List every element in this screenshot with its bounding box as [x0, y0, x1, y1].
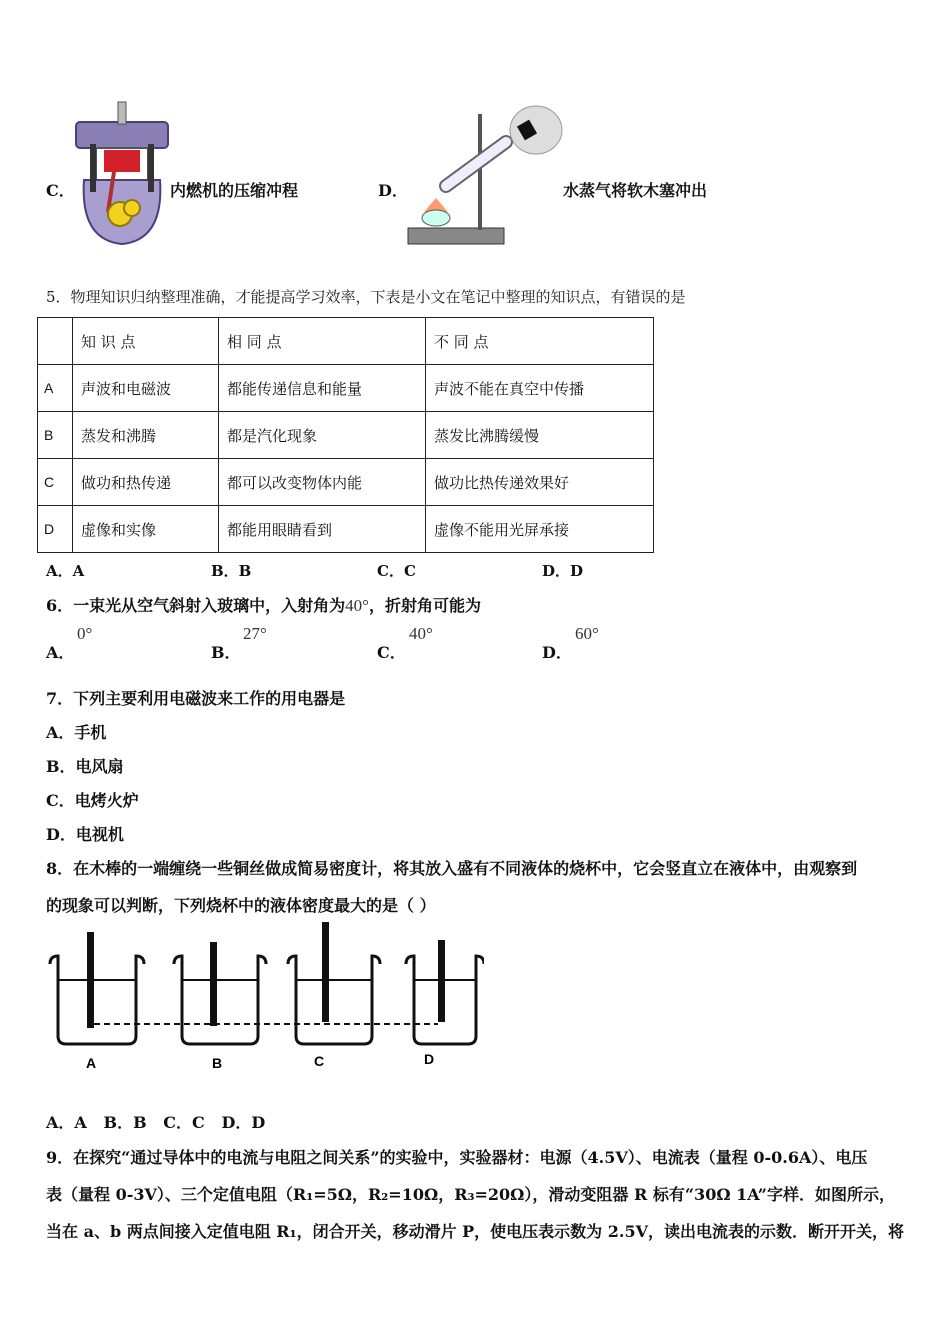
beaker-label-c: C [314, 1053, 325, 1069]
header-cell: 知 识 点 [73, 318, 219, 365]
table-cell: 蒸发和沸腾 [73, 412, 219, 459]
row-key: C [38, 459, 73, 506]
q7-stem: 7．下列主要利用电磁波来工作的用电器是 [46, 689, 346, 708]
steam-cork-diagram [406, 100, 564, 250]
q6-stem-after: ，折射角可能为 [368, 596, 481, 615]
table-cell: 做功和热传递 [73, 459, 219, 506]
q7-option-a: A．手机 [46, 723, 107, 742]
row-key: B [38, 412, 73, 459]
q4-option-c-letter: C． [46, 181, 75, 200]
q8-options: A．A B．B C．C D．D [46, 1113, 266, 1132]
q6-option-c-value: 40° [409, 624, 433, 643]
table-cell: 声波和电磁波 [73, 365, 219, 412]
q6-stem [46, 593, 481, 616]
table-row [38, 412, 654, 459]
q6-option-a-letter: A． [46, 643, 75, 662]
q5-option-b: B．B [211, 562, 252, 580]
knowledge-table [37, 317, 654, 553]
table-row [38, 459, 654, 506]
table-row [38, 365, 654, 412]
header-cell [38, 318, 73, 365]
beaker-label-d: D [424, 1051, 435, 1067]
q7-option-c: C．电烤火炉 [46, 791, 139, 810]
q9-line3: 当在 a、b 两点间接入定值电阻 R₁，闭合开关，移动滑片 P，使电压表示数为 2.5V，读出电流表的示数．断开开关，将 [46, 1222, 904, 1241]
q9-line2: 表（量程 0-3V）、三个定值电阻（R₁=5Ω，R₂=10Ω，R₃=20Ω），滑动变阻器 R 标有“30Ω 1A”字样．如图所示， [46, 1185, 895, 1204]
beakers-diagram [44, 920, 484, 1075]
q9-line1: 9．在探究“通过导体中的电流与电阻之间关系”的实验中，实验器材：电源（4.5V）、电流表（量程 0-0.6A）、电压 [46, 1148, 868, 1167]
q4-option-c-caption: 内燃机的压缩冲程 [170, 181, 299, 200]
table-cell: 声波不能在真空中传播 [426, 365, 654, 412]
beaker-label-a: A [86, 1055, 97, 1071]
table-cell: 做功比热传递效果好 [426, 459, 654, 506]
q8-stem-line1: 8．在木棒的一端缠绕一些铜丝做成简易密度计，将其放入盛有不同液体的烧杯中，它会竖直立在液体中，由观察到 [46, 859, 858, 878]
engine-diagram [74, 100, 170, 248]
q5-stem: 5．物理知识归纳整理准确，才能提高学习效率，下表是小文在笔记中整理的知识点，有错误的是 [46, 288, 686, 306]
header-cell: 相 同 点 [219, 318, 426, 365]
q4-option-d-caption: 水蒸气将软木塞冲出 [563, 181, 708, 200]
q6-option-d-letter: D． [542, 643, 572, 662]
q6-option-d-value: 60° [575, 624, 599, 643]
q7-option-d: D．电视机 [46, 825, 124, 844]
q6-stem-angle: 40° [345, 596, 369, 615]
header-cell: 不 同 点 [426, 318, 654, 365]
table-row [38, 506, 654, 553]
q6-option-b-letter: B． [211, 643, 241, 662]
q6-option-c-letter: C． [377, 643, 406, 662]
q5-option-d: D．D [542, 562, 584, 580]
table-cell: 虚像不能用光屏承接 [426, 506, 654, 553]
table-header-row [38, 318, 654, 365]
q5-option-a: A．A [46, 562, 85, 580]
q6-option-b-value: 27° [243, 624, 267, 643]
table-cell: 都是汽化现象 [219, 412, 426, 459]
table-cell: 蒸发比沸腾缓慢 [426, 412, 654, 459]
q7-option-b: B．电风扇 [46, 757, 124, 776]
beaker-label-b: B [212, 1055, 223, 1071]
q6-option-a-value: 0° [77, 624, 93, 643]
q5-option-c: C．C [377, 562, 416, 580]
q8-stem-line2: 的现象可以判断，下列烧杯中的液体密度最大的是（ ） [46, 896, 436, 915]
q6-stem-before: 6．一束光从空气斜射入玻璃中，入射角为 [46, 596, 346, 615]
table-cell: 都可以改变物体内能 [219, 459, 426, 506]
row-key: D [38, 506, 73, 553]
table-cell: 都能传递信息和能量 [219, 365, 426, 412]
q4-option-d-letter: D． [378, 181, 408, 200]
row-key: A [38, 365, 73, 412]
table-cell: 虚像和实像 [73, 506, 219, 553]
table-cell: 都能用眼睛看到 [219, 506, 426, 553]
